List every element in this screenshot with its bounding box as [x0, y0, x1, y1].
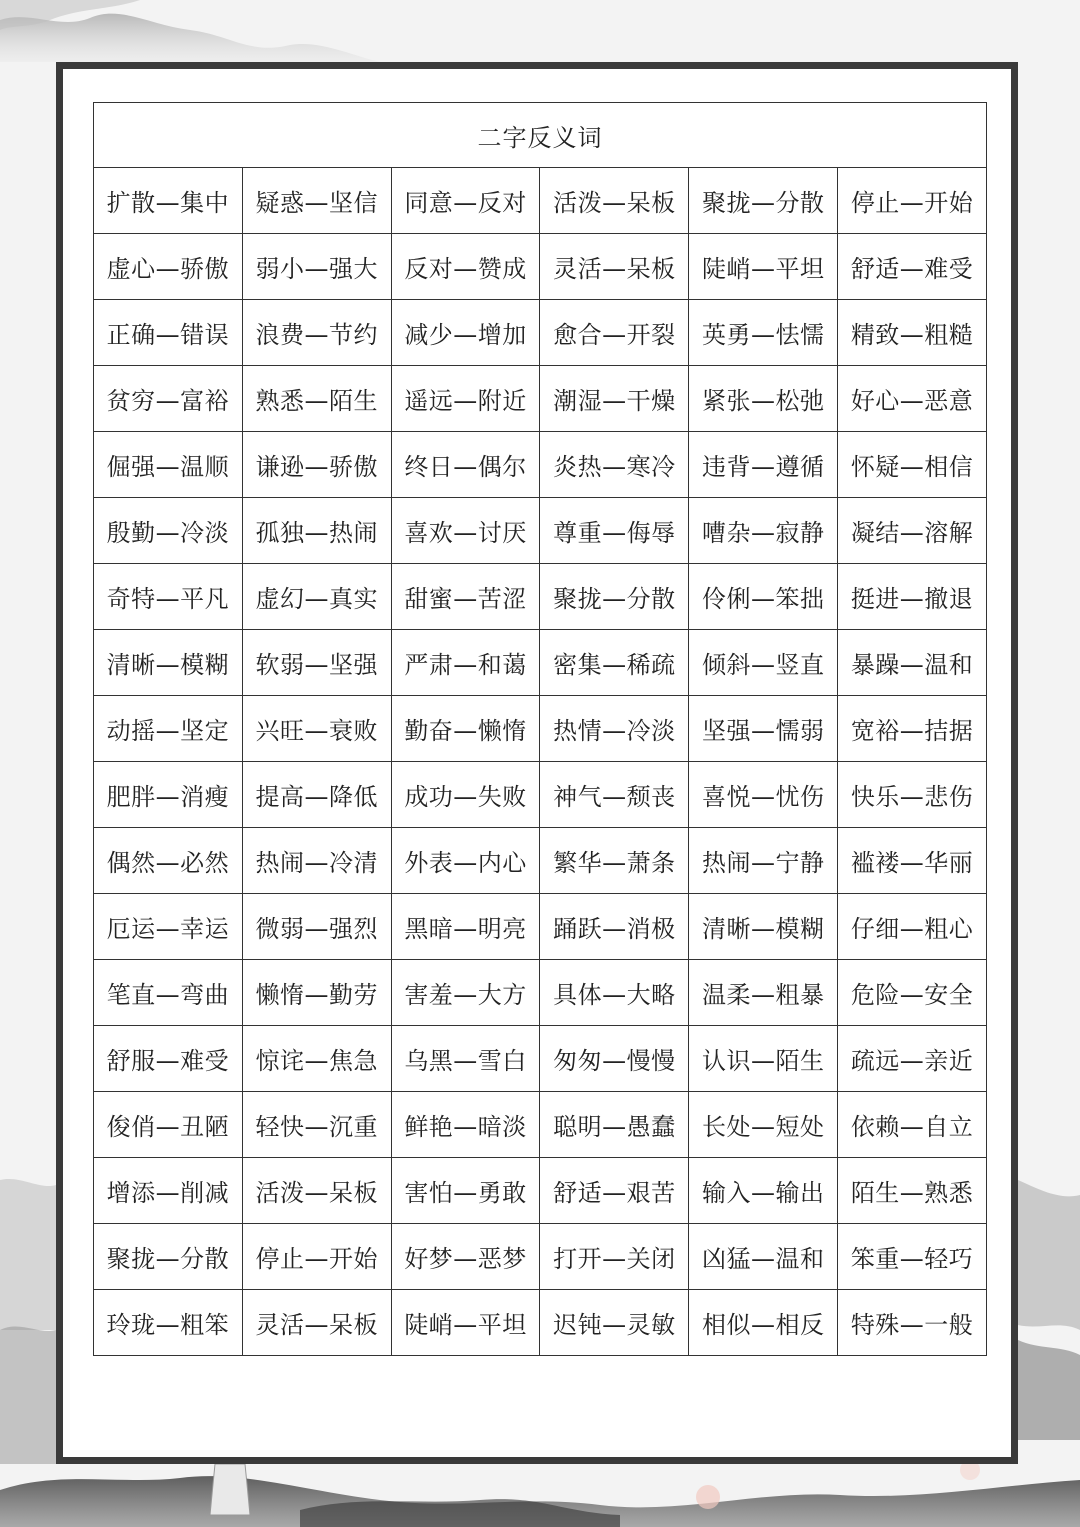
table-row	[94, 168, 987, 234]
antonym-pair-cell: 疑惑—坚信	[242, 168, 391, 234]
antonym-pair-cell: 提高—降低	[242, 762, 391, 828]
antonym-pair-cell: 偶然—必然	[94, 828, 243, 894]
antonym-pair-cell: 害羞—大方	[391, 960, 540, 1026]
antonym-pair-cell: 甜蜜—苦涩	[391, 564, 540, 630]
table-row	[94, 564, 987, 630]
antonym-pair-cell: 虚幻—真实	[242, 564, 391, 630]
table-body	[94, 168, 987, 1356]
antonym-pair-cell: 增添—削减	[94, 1158, 243, 1224]
antonym-pair-cell: 认识—陌生	[689, 1026, 838, 1092]
antonym-pair-cell: 温柔—粗暴	[689, 960, 838, 1026]
antonym-pair-cell: 黑暗—明亮	[391, 894, 540, 960]
antonym-pair-cell: 危险—安全	[838, 960, 987, 1026]
antonym-pair-cell: 英勇—怯懦	[689, 300, 838, 366]
antonym-pair-cell: 笔直—弯曲	[94, 960, 243, 1026]
antonym-pair-cell: 快乐—悲伤	[838, 762, 987, 828]
antonym-pair-cell: 灵活—呆板	[242, 1290, 391, 1356]
antonym-pair-cell: 愈合—开裂	[540, 300, 689, 366]
antonym-pair-cell: 好心—恶意	[838, 366, 987, 432]
antonym-pair-cell: 炎热—寒冷	[540, 432, 689, 498]
antonym-pair-cell: 奇特—平凡	[94, 564, 243, 630]
antonym-pair-cell: 活泼—呆板	[540, 168, 689, 234]
antonym-pair-cell: 严肃—和蔼	[391, 630, 540, 696]
antonym-pair-cell: 谦逊—骄傲	[242, 432, 391, 498]
antonym-pair-cell: 宽裕—拮据	[838, 696, 987, 762]
table-row	[94, 696, 987, 762]
antonym-pair-cell: 俊俏—丑陋	[94, 1092, 243, 1158]
antonym-pair-cell: 潮湿—干燥	[540, 366, 689, 432]
antonym-pair-cell: 凶猛—温和	[689, 1224, 838, 1290]
antonym-pair-cell: 扩散—集中	[94, 168, 243, 234]
antonym-pair-cell: 迟钝—灵敏	[540, 1290, 689, 1356]
antonym-pair-cell: 害怕—勇敢	[391, 1158, 540, 1224]
antonym-pair-cell: 违背—遵循	[689, 432, 838, 498]
antonym-pair-cell: 聪明—愚蠢	[540, 1092, 689, 1158]
antonym-pair-cell: 喜悦—忧伤	[689, 762, 838, 828]
antonym-pair-cell: 弱小—强大	[242, 234, 391, 300]
antonym-pair-cell: 反对—赞成	[391, 234, 540, 300]
antonym-pair-cell: 兴旺—衰败	[242, 696, 391, 762]
antonym-pair-cell: 繁华—萧条	[540, 828, 689, 894]
table-row	[94, 1092, 987, 1158]
antonym-pair-cell: 懒惰—勤劳	[242, 960, 391, 1026]
antonym-pair-cell: 特殊—一般	[838, 1290, 987, 1356]
antonym-pair-cell: 勤奋—懒惰	[391, 696, 540, 762]
antonym-pair-cell: 聚拢—分散	[689, 168, 838, 234]
antonym-pair-cell: 具体—大略	[540, 960, 689, 1026]
table-row	[94, 1224, 987, 1290]
antonym-pair-cell: 倔强—温顺	[94, 432, 243, 498]
antonym-pair-cell: 密集—稀疏	[540, 630, 689, 696]
antonym-pair-cell: 踊跃—消极	[540, 894, 689, 960]
antonym-pair-cell: 伶俐—笨拙	[689, 564, 838, 630]
antonym-pair-cell: 终日—偶尔	[391, 432, 540, 498]
table-row	[94, 828, 987, 894]
antonym-pair-cell: 贫穷—富裕	[94, 366, 243, 432]
antonym-pair-cell: 殷勤—冷淡	[94, 498, 243, 564]
table-row	[94, 300, 987, 366]
antonym-pair-cell: 陡峭—平坦	[689, 234, 838, 300]
antonym-pair-cell: 好梦—恶梦	[391, 1224, 540, 1290]
table-row	[94, 894, 987, 960]
antonym-pair-cell: 神气—颓丧	[540, 762, 689, 828]
antonym-pair-cell: 凝结—溶解	[838, 498, 987, 564]
antonym-pair-cell: 玲珑—粗笨	[94, 1290, 243, 1356]
antonym-pair-cell: 紧张—松弛	[689, 366, 838, 432]
antonym-pair-cell: 浪费—节约	[242, 300, 391, 366]
antonym-pair-cell: 孤独—热闹	[242, 498, 391, 564]
table-row	[94, 498, 987, 564]
antonym-pair-cell: 精致—粗糙	[838, 300, 987, 366]
table-row	[94, 366, 987, 432]
antonym-table	[93, 102, 987, 1356]
antonym-pair-cell: 停止—开始	[838, 168, 987, 234]
antonym-pair-cell: 遥远—附近	[391, 366, 540, 432]
antonym-pair-cell: 尊重—侮辱	[540, 498, 689, 564]
antonym-pair-cell: 陌生—熟悉	[838, 1158, 987, 1224]
table-row	[94, 1290, 987, 1356]
antonym-pair-cell: 热闹—宁静	[689, 828, 838, 894]
antonym-pair-cell: 虚心—骄傲	[94, 234, 243, 300]
antonym-pair-cell: 停止—开始	[242, 1224, 391, 1290]
antonym-pair-cell: 活泼—呆板	[242, 1158, 391, 1224]
antonym-pair-cell: 惊诧—焦急	[242, 1026, 391, 1092]
antonym-pair-cell: 暴躁—温和	[838, 630, 987, 696]
antonym-pair-cell: 清晰—模糊	[94, 630, 243, 696]
antonym-pair-cell: 热闹—冷清	[242, 828, 391, 894]
antonym-pair-cell: 输入—输出	[689, 1158, 838, 1224]
antonym-pair-cell: 成功—失败	[391, 762, 540, 828]
antonym-pair-cell: 软弱—坚强	[242, 630, 391, 696]
antonym-pair-cell: 热情—冷淡	[540, 696, 689, 762]
antonym-pair-cell: 聚拢—分散	[540, 564, 689, 630]
antonym-pair-cell: 轻快—沉重	[242, 1092, 391, 1158]
antonym-pair-cell: 倾斜—竖直	[689, 630, 838, 696]
antonym-pair-cell: 匆匆—慢慢	[540, 1026, 689, 1092]
antonym-pair-cell: 清晰—模糊	[689, 894, 838, 960]
antonym-pair-cell: 嘈杂—寂静	[689, 498, 838, 564]
antonym-pair-cell: 喜欢—讨厌	[391, 498, 540, 564]
antonym-pair-cell: 乌黑—雪白	[391, 1026, 540, 1092]
antonym-pair-cell: 相似—相反	[689, 1290, 838, 1356]
antonym-pair-cell: 疏远—亲近	[838, 1026, 987, 1092]
antonym-pair-cell: 舒服—难受	[94, 1026, 243, 1092]
antonym-pair-cell: 熟悉—陌生	[242, 366, 391, 432]
antonym-pair-cell: 肥胖—消瘦	[94, 762, 243, 828]
antonym-pair-cell: 同意—反对	[391, 168, 540, 234]
antonym-pair-cell: 仔细—粗心	[838, 894, 987, 960]
antonym-pair-cell: 灵活—呆板	[540, 234, 689, 300]
antonym-pair-cell: 笨重—轻巧	[838, 1224, 987, 1290]
table-row	[94, 234, 987, 300]
antonym-pair-cell: 怀疑—相信	[838, 432, 987, 498]
antonym-pair-cell: 厄运—幸运	[94, 894, 243, 960]
antonym-pair-cell: 微弱—强烈	[242, 894, 391, 960]
antonym-pair-cell: 褴褛—华丽	[838, 828, 987, 894]
table-title: 二字反义词	[94, 103, 987, 168]
antonym-pair-cell: 动摇—坚定	[94, 696, 243, 762]
antonym-pair-cell: 坚强—懦弱	[689, 696, 838, 762]
antonym-pair-cell: 聚拢—分散	[94, 1224, 243, 1290]
antonym-pair-cell: 长处—短处	[689, 1092, 838, 1158]
antonym-pair-cell: 陡峭—平坦	[391, 1290, 540, 1356]
antonym-pair-cell: 舒适—难受	[838, 234, 987, 300]
table-row	[94, 960, 987, 1026]
table-row	[94, 1026, 987, 1092]
table-row	[94, 1158, 987, 1224]
antonym-pair-cell: 正确—错误	[94, 300, 243, 366]
table-row	[94, 630, 987, 696]
antonym-pair-cell: 鲜艳—暗淡	[391, 1092, 540, 1158]
antonym-pair-cell: 外表—内心	[391, 828, 540, 894]
antonym-pair-cell: 舒适—艰苦	[540, 1158, 689, 1224]
antonym-pair-cell: 挺进—撤退	[838, 564, 987, 630]
antonym-pair-cell: 减少—增加	[391, 300, 540, 366]
table-row	[94, 762, 987, 828]
antonym-pair-cell: 打开—关闭	[540, 1224, 689, 1290]
table-row	[94, 432, 987, 498]
antonym-pair-cell: 依赖—自立	[838, 1092, 987, 1158]
